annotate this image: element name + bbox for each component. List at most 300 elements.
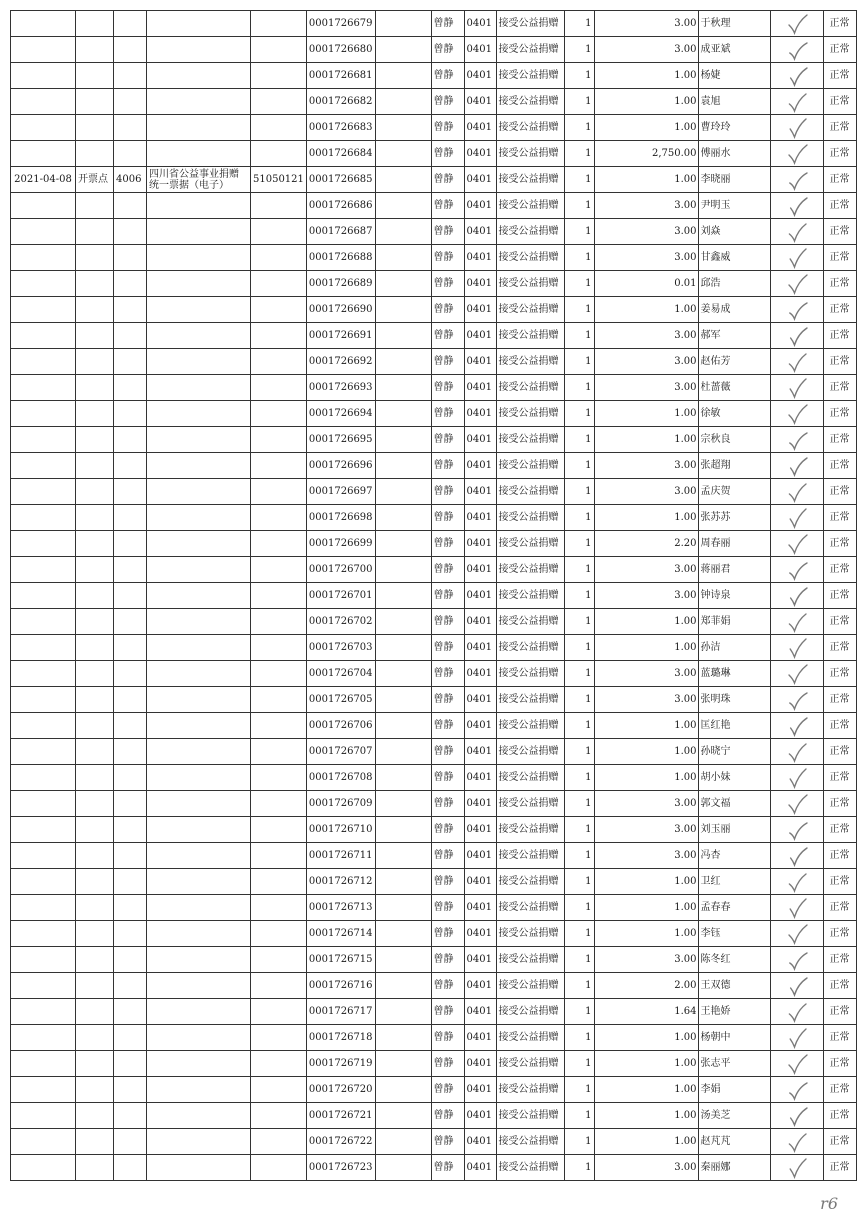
table-row xyxy=(11,713,857,739)
item-code-cell: 0401 xyxy=(464,1155,496,1181)
item-code-cell: 0401 xyxy=(464,115,496,141)
verified-check-cell xyxy=(770,583,823,609)
item-name-cell: 接受公益捐赠 xyxy=(496,427,564,453)
status-cell: 正常 xyxy=(823,1129,856,1155)
item-name-cell: 接受公益捐赠 xyxy=(496,609,564,635)
donor-name-cell: 汤美芝 xyxy=(698,1103,770,1129)
amount-cell: 3.00 xyxy=(594,817,698,843)
issue-date-cell xyxy=(11,661,76,687)
quantity-cell: 1 xyxy=(564,1077,594,1103)
blank-cell xyxy=(375,895,431,921)
point-code-cell xyxy=(114,375,147,401)
issue-point-cell xyxy=(76,271,114,297)
quantity-cell: 1 xyxy=(564,453,594,479)
ticket-number-cell: 0001726696 xyxy=(306,453,375,479)
checkmark-icon xyxy=(783,636,811,660)
ticket-type-cell xyxy=(147,11,251,37)
item-code-cell: 0401 xyxy=(464,219,496,245)
amount-cell: 1.00 xyxy=(594,1129,698,1155)
status-cell: 正常 xyxy=(823,557,856,583)
verified-check-cell xyxy=(770,765,823,791)
item-code-cell: 0401 xyxy=(464,1129,496,1155)
issue-date-cell xyxy=(11,375,76,401)
issue-date-cell xyxy=(11,89,76,115)
item-code-cell: 0401 xyxy=(464,947,496,973)
donor-name-cell: 徐敏 xyxy=(698,401,770,427)
point-code-cell xyxy=(114,739,147,765)
ticket-number-cell: 0001726689 xyxy=(306,271,375,297)
item-name-cell: 接受公益捐赠 xyxy=(496,271,564,297)
item-name-cell: 接受公益捐赠 xyxy=(496,791,564,817)
amount-cell: 1.00 xyxy=(594,89,698,115)
verified-check-cell xyxy=(770,869,823,895)
item-code-cell: 0401 xyxy=(464,89,496,115)
item-code-cell: 0401 xyxy=(464,271,496,297)
ticket-number-cell: 0001726691 xyxy=(306,323,375,349)
amount-cell: 0.01 xyxy=(594,271,698,297)
ticket-type-cell: 四川省公益事业捐赠统一票据（电子） xyxy=(147,167,251,193)
table-row xyxy=(11,817,857,843)
ticket-type-cell xyxy=(147,765,251,791)
amount-cell: 1.00 xyxy=(594,1103,698,1129)
checkmark-icon xyxy=(783,168,811,192)
quantity-cell: 1 xyxy=(564,531,594,557)
item-name-cell: 接受公益捐赠 xyxy=(496,583,564,609)
verified-check-cell xyxy=(770,947,823,973)
quantity-cell: 1 xyxy=(564,219,594,245)
table-row xyxy=(11,505,857,531)
status-cell: 正常 xyxy=(823,349,856,375)
quantity-cell: 1 xyxy=(564,921,594,947)
quantity-cell: 1 xyxy=(564,765,594,791)
item-code-cell: 0401 xyxy=(464,505,496,531)
ticket-number-cell: 0001726709 xyxy=(306,791,375,817)
batch-code-cell xyxy=(251,583,307,609)
ticket-number-cell: 0001726702 xyxy=(306,609,375,635)
table-row xyxy=(11,115,857,141)
issue-date-cell xyxy=(11,297,76,323)
item-code-cell: 0401 xyxy=(464,531,496,557)
batch-code-cell xyxy=(251,115,307,141)
checkmark-icon xyxy=(783,376,811,400)
amount-cell: 3.00 xyxy=(594,453,698,479)
item-code-cell: 0401 xyxy=(464,635,496,661)
issue-date-cell xyxy=(11,765,76,791)
batch-code-cell xyxy=(251,11,307,37)
issue-point-cell xyxy=(76,1077,114,1103)
checkmark-icon xyxy=(783,792,811,816)
quantity-cell: 1 xyxy=(564,1051,594,1077)
blank-cell xyxy=(375,427,431,453)
item-code-cell: 0401 xyxy=(464,687,496,713)
ticket-type-cell xyxy=(147,141,251,167)
point-code-cell xyxy=(114,1025,147,1051)
issue-date-cell xyxy=(11,791,76,817)
amount-cell: 1.00 xyxy=(594,739,698,765)
checkmark-icon xyxy=(783,506,811,530)
item-name-cell: 接受公益捐赠 xyxy=(496,219,564,245)
verified-check-cell xyxy=(770,817,823,843)
table-row xyxy=(11,739,857,765)
point-code-cell xyxy=(114,791,147,817)
checkmark-icon xyxy=(783,272,811,296)
amount-cell: 3.00 xyxy=(594,349,698,375)
ticket-number-cell: 0001726722 xyxy=(306,1129,375,1155)
item-code-cell: 0401 xyxy=(464,661,496,687)
verified-check-cell xyxy=(770,375,823,401)
quantity-cell: 1 xyxy=(564,973,594,999)
handler-cell: 曾静 xyxy=(431,323,464,349)
point-code-cell xyxy=(114,1051,147,1077)
item-name-cell: 接受公益捐赠 xyxy=(496,1025,564,1051)
item-code-cell: 0401 xyxy=(464,999,496,1025)
ticket-type-cell xyxy=(147,401,251,427)
item-code-cell: 0401 xyxy=(464,1051,496,1077)
blank-cell xyxy=(375,167,431,193)
issue-point-cell xyxy=(76,843,114,869)
donor-name-cell: 陈冬红 xyxy=(698,947,770,973)
ticket-number-cell: 0001726716 xyxy=(306,973,375,999)
table-row xyxy=(11,609,857,635)
point-code-cell xyxy=(114,583,147,609)
handler-cell: 曾静 xyxy=(431,1103,464,1129)
batch-code-cell xyxy=(251,89,307,115)
issue-point-cell xyxy=(76,427,114,453)
amount-cell: 2.20 xyxy=(594,531,698,557)
amount-cell: 3.00 xyxy=(594,219,698,245)
checkmark-icon xyxy=(783,532,811,556)
ticket-number-cell: 0001726713 xyxy=(306,895,375,921)
ticket-type-cell xyxy=(147,921,251,947)
batch-code-cell xyxy=(251,349,307,375)
donor-name-cell: 姜易成 xyxy=(698,297,770,323)
ticket-type-cell xyxy=(147,817,251,843)
ticket-number-cell: 0001726715 xyxy=(306,947,375,973)
issue-point-cell xyxy=(76,921,114,947)
checkmark-icon xyxy=(783,480,811,504)
checkmark-icon xyxy=(783,558,811,582)
item-name-cell: 接受公益捐赠 xyxy=(496,245,564,271)
table-row xyxy=(11,349,857,375)
quantity-cell: 1 xyxy=(564,37,594,63)
status-cell: 正常 xyxy=(823,1077,856,1103)
handler-cell: 曾静 xyxy=(431,973,464,999)
ticket-type-cell xyxy=(147,297,251,323)
donor-name-cell: 于秋理 xyxy=(698,11,770,37)
point-code-cell xyxy=(114,115,147,141)
ticket-type-cell xyxy=(147,115,251,141)
item-name-cell: 接受公益捐赠 xyxy=(496,63,564,89)
ticket-number-cell: 0001726686 xyxy=(306,193,375,219)
issue-point-cell xyxy=(76,1129,114,1155)
status-cell: 正常 xyxy=(823,271,856,297)
item-name-cell: 接受公益捐赠 xyxy=(496,349,564,375)
issue-point-cell xyxy=(76,1103,114,1129)
blank-cell xyxy=(375,973,431,999)
quantity-cell: 1 xyxy=(564,999,594,1025)
table-row xyxy=(11,921,857,947)
item-name-cell: 接受公益捐赠 xyxy=(496,89,564,115)
table-row xyxy=(11,999,857,1025)
ticket-number-cell: 0001726690 xyxy=(306,297,375,323)
blank-cell xyxy=(375,401,431,427)
quantity-cell: 1 xyxy=(564,63,594,89)
donor-name-cell: 杜蔷薇 xyxy=(698,375,770,401)
amount-cell: 3.00 xyxy=(594,1155,698,1181)
donor-name-cell: 张苏苏 xyxy=(698,505,770,531)
ticket-type-cell xyxy=(147,453,251,479)
item-code-cell: 0401 xyxy=(464,375,496,401)
item-code-cell: 0401 xyxy=(464,765,496,791)
item-name-cell: 接受公益捐赠 xyxy=(496,765,564,791)
point-code-cell xyxy=(114,661,147,687)
status-cell: 正常 xyxy=(823,895,856,921)
donor-name-cell: 冯杏 xyxy=(698,843,770,869)
point-code-cell xyxy=(114,297,147,323)
blank-cell xyxy=(375,505,431,531)
status-cell: 正常 xyxy=(823,219,856,245)
handler-cell: 曾静 xyxy=(431,609,464,635)
verified-check-cell xyxy=(770,687,823,713)
donor-name-cell: 宗秋良 xyxy=(698,427,770,453)
blank-cell xyxy=(375,297,431,323)
point-code-cell: 4006 xyxy=(114,167,147,193)
table-row xyxy=(11,375,857,401)
donor-name-cell: 张志平 xyxy=(698,1051,770,1077)
amount-cell: 3.00 xyxy=(594,843,698,869)
checkmark-icon xyxy=(783,610,811,634)
issue-point-cell xyxy=(76,531,114,557)
status-cell: 正常 xyxy=(823,1051,856,1077)
ticket-number-cell: 0001726694 xyxy=(306,401,375,427)
ticket-number-cell: 0001726679 xyxy=(306,11,375,37)
item-name-cell: 接受公益捐赠 xyxy=(496,1129,564,1155)
checkmark-icon xyxy=(783,688,811,712)
issue-point-cell xyxy=(76,479,114,505)
quantity-cell: 1 xyxy=(564,245,594,271)
ticket-type-cell xyxy=(147,349,251,375)
item-code-cell: 0401 xyxy=(464,349,496,375)
table-row xyxy=(11,687,857,713)
donor-name-cell: 孟春春 xyxy=(698,895,770,921)
table-row xyxy=(11,973,857,999)
amount-cell: 2.00 xyxy=(594,973,698,999)
ticket-number-cell: 0001726712 xyxy=(306,869,375,895)
status-cell: 正常 xyxy=(823,687,856,713)
verified-check-cell xyxy=(770,167,823,193)
batch-code-cell xyxy=(251,713,307,739)
ticket-number-cell: 0001726701 xyxy=(306,583,375,609)
issue-date-cell xyxy=(11,141,76,167)
checkmark-icon xyxy=(783,766,811,790)
point-code-cell xyxy=(114,89,147,115)
issue-date-cell xyxy=(11,219,76,245)
handler-cell: 曾静 xyxy=(431,869,464,895)
issue-point-cell xyxy=(76,1051,114,1077)
ticket-number-cell: 0001726711 xyxy=(306,843,375,869)
item-name-cell: 接受公益捐赠 xyxy=(496,1103,564,1129)
quantity-cell: 1 xyxy=(564,687,594,713)
quantity-cell: 1 xyxy=(564,115,594,141)
donor-name-cell: 杨婕 xyxy=(698,63,770,89)
item-code-cell: 0401 xyxy=(464,739,496,765)
issue-date-cell xyxy=(11,349,76,375)
donor-name-cell: 傅丽水 xyxy=(698,141,770,167)
blank-cell xyxy=(375,219,431,245)
issue-date-cell xyxy=(11,869,76,895)
ticket-number-cell: 0001726695 xyxy=(306,427,375,453)
donor-name-cell: 李娟 xyxy=(698,1077,770,1103)
item-code-cell: 0401 xyxy=(464,557,496,583)
checkmark-icon xyxy=(783,1156,811,1180)
batch-code-cell xyxy=(251,453,307,479)
issue-point-cell xyxy=(76,661,114,687)
issue-date-cell xyxy=(11,817,76,843)
blank-cell xyxy=(375,323,431,349)
point-code-cell xyxy=(114,817,147,843)
ticket-type-cell xyxy=(147,245,251,271)
issue-point-cell xyxy=(76,583,114,609)
donor-name-cell: 成亚斌 xyxy=(698,37,770,63)
quantity-cell: 1 xyxy=(564,947,594,973)
ticket-type-cell xyxy=(147,193,251,219)
amount-cell: 1.00 xyxy=(594,635,698,661)
blank-cell xyxy=(375,583,431,609)
blank-cell xyxy=(375,713,431,739)
issue-point-cell xyxy=(76,245,114,271)
item-name-cell: 接受公益捐赠 xyxy=(496,141,564,167)
item-code-cell: 0401 xyxy=(464,193,496,219)
batch-code-cell xyxy=(251,817,307,843)
table-row xyxy=(11,765,857,791)
ticket-number-cell: 0001726698 xyxy=(306,505,375,531)
amount-cell: 3.00 xyxy=(594,323,698,349)
ticket-type-cell xyxy=(147,531,251,557)
point-code-cell xyxy=(114,193,147,219)
issue-date-cell xyxy=(11,843,76,869)
checkmark-icon xyxy=(783,714,811,738)
quantity-cell: 1 xyxy=(564,11,594,37)
quantity-cell: 1 xyxy=(564,193,594,219)
handler-cell: 曾静 xyxy=(431,921,464,947)
batch-code-cell xyxy=(251,63,307,89)
table-row xyxy=(11,869,857,895)
handler-cell: 曾静 xyxy=(431,505,464,531)
ticket-number-cell: 0001726699 xyxy=(306,531,375,557)
handler-cell: 曾静 xyxy=(431,999,464,1025)
point-code-cell xyxy=(114,219,147,245)
verified-check-cell xyxy=(770,739,823,765)
batch-code-cell xyxy=(251,947,307,973)
donor-name-cell: 李钰 xyxy=(698,921,770,947)
issue-date-cell xyxy=(11,635,76,661)
item-name-cell: 接受公益捐赠 xyxy=(496,1051,564,1077)
ticket-type-cell xyxy=(147,999,251,1025)
verified-check-cell xyxy=(770,271,823,297)
handler-cell: 曾静 xyxy=(431,895,464,921)
ticket-type-cell xyxy=(147,375,251,401)
ticket-number-cell: 0001726705 xyxy=(306,687,375,713)
verified-check-cell xyxy=(770,349,823,375)
donor-name-cell: 周春丽 xyxy=(698,531,770,557)
item-code-cell: 0401 xyxy=(464,1077,496,1103)
batch-code-cell xyxy=(251,37,307,63)
verified-check-cell xyxy=(770,1025,823,1051)
handler-cell: 曾静 xyxy=(431,791,464,817)
blank-cell xyxy=(375,791,431,817)
item-name-cell: 接受公益捐赠 xyxy=(496,167,564,193)
amount-cell: 3.00 xyxy=(594,193,698,219)
ticket-type-cell xyxy=(147,219,251,245)
checkmark-icon xyxy=(783,142,811,166)
table-row xyxy=(11,11,857,37)
verified-check-cell xyxy=(770,193,823,219)
batch-code-cell xyxy=(251,531,307,557)
checkmark-icon xyxy=(783,220,811,244)
point-code-cell xyxy=(114,1129,147,1155)
amount-cell: 1.00 xyxy=(594,297,698,323)
handler-cell: 曾静 xyxy=(431,349,464,375)
batch-code-cell xyxy=(251,271,307,297)
ticket-type-cell xyxy=(147,973,251,999)
verified-check-cell xyxy=(770,427,823,453)
table-row xyxy=(11,141,857,167)
blank-cell xyxy=(375,947,431,973)
table-row xyxy=(11,661,857,687)
item-code-cell: 0401 xyxy=(464,297,496,323)
ticket-number-cell: 0001726718 xyxy=(306,1025,375,1051)
issue-date-cell xyxy=(11,245,76,271)
handler-cell: 曾静 xyxy=(431,297,464,323)
quantity-cell: 1 xyxy=(564,791,594,817)
quantity-cell: 1 xyxy=(564,1025,594,1051)
amount-cell: 1.00 xyxy=(594,609,698,635)
amount-cell: 3.00 xyxy=(594,375,698,401)
point-code-cell xyxy=(114,869,147,895)
status-cell: 正常 xyxy=(823,505,856,531)
ticket-type-cell xyxy=(147,687,251,713)
batch-code-cell xyxy=(251,375,307,401)
item-name-cell: 接受公益捐赠 xyxy=(496,817,564,843)
issue-date-cell xyxy=(11,999,76,1025)
ticket-number-cell: 0001726700 xyxy=(306,557,375,583)
status-cell: 正常 xyxy=(823,193,856,219)
blank-cell xyxy=(375,1051,431,1077)
donor-name-cell: 赵佑芳 xyxy=(698,349,770,375)
item-code-cell: 0401 xyxy=(464,609,496,635)
point-code-cell xyxy=(114,1077,147,1103)
table-row xyxy=(11,895,857,921)
item-name-cell: 接受公益捐赠 xyxy=(496,401,564,427)
issue-point-cell xyxy=(76,193,114,219)
point-code-cell xyxy=(114,687,147,713)
item-name-cell: 接受公益捐赠 xyxy=(496,843,564,869)
item-code-cell: 0401 xyxy=(464,479,496,505)
point-code-cell xyxy=(114,479,147,505)
ticket-number-cell: 0001726687 xyxy=(306,219,375,245)
blank-cell xyxy=(375,141,431,167)
status-cell: 正常 xyxy=(823,245,856,271)
checkmark-icon xyxy=(783,428,811,452)
issue-point-cell xyxy=(76,765,114,791)
blank-cell xyxy=(375,453,431,479)
donor-name-cell: 蒋丽君 xyxy=(698,557,770,583)
blank-cell xyxy=(375,921,431,947)
checkmark-icon xyxy=(783,922,811,946)
amount-cell: 3.00 xyxy=(594,37,698,63)
verified-check-cell xyxy=(770,661,823,687)
checkmark-icon xyxy=(783,870,811,894)
